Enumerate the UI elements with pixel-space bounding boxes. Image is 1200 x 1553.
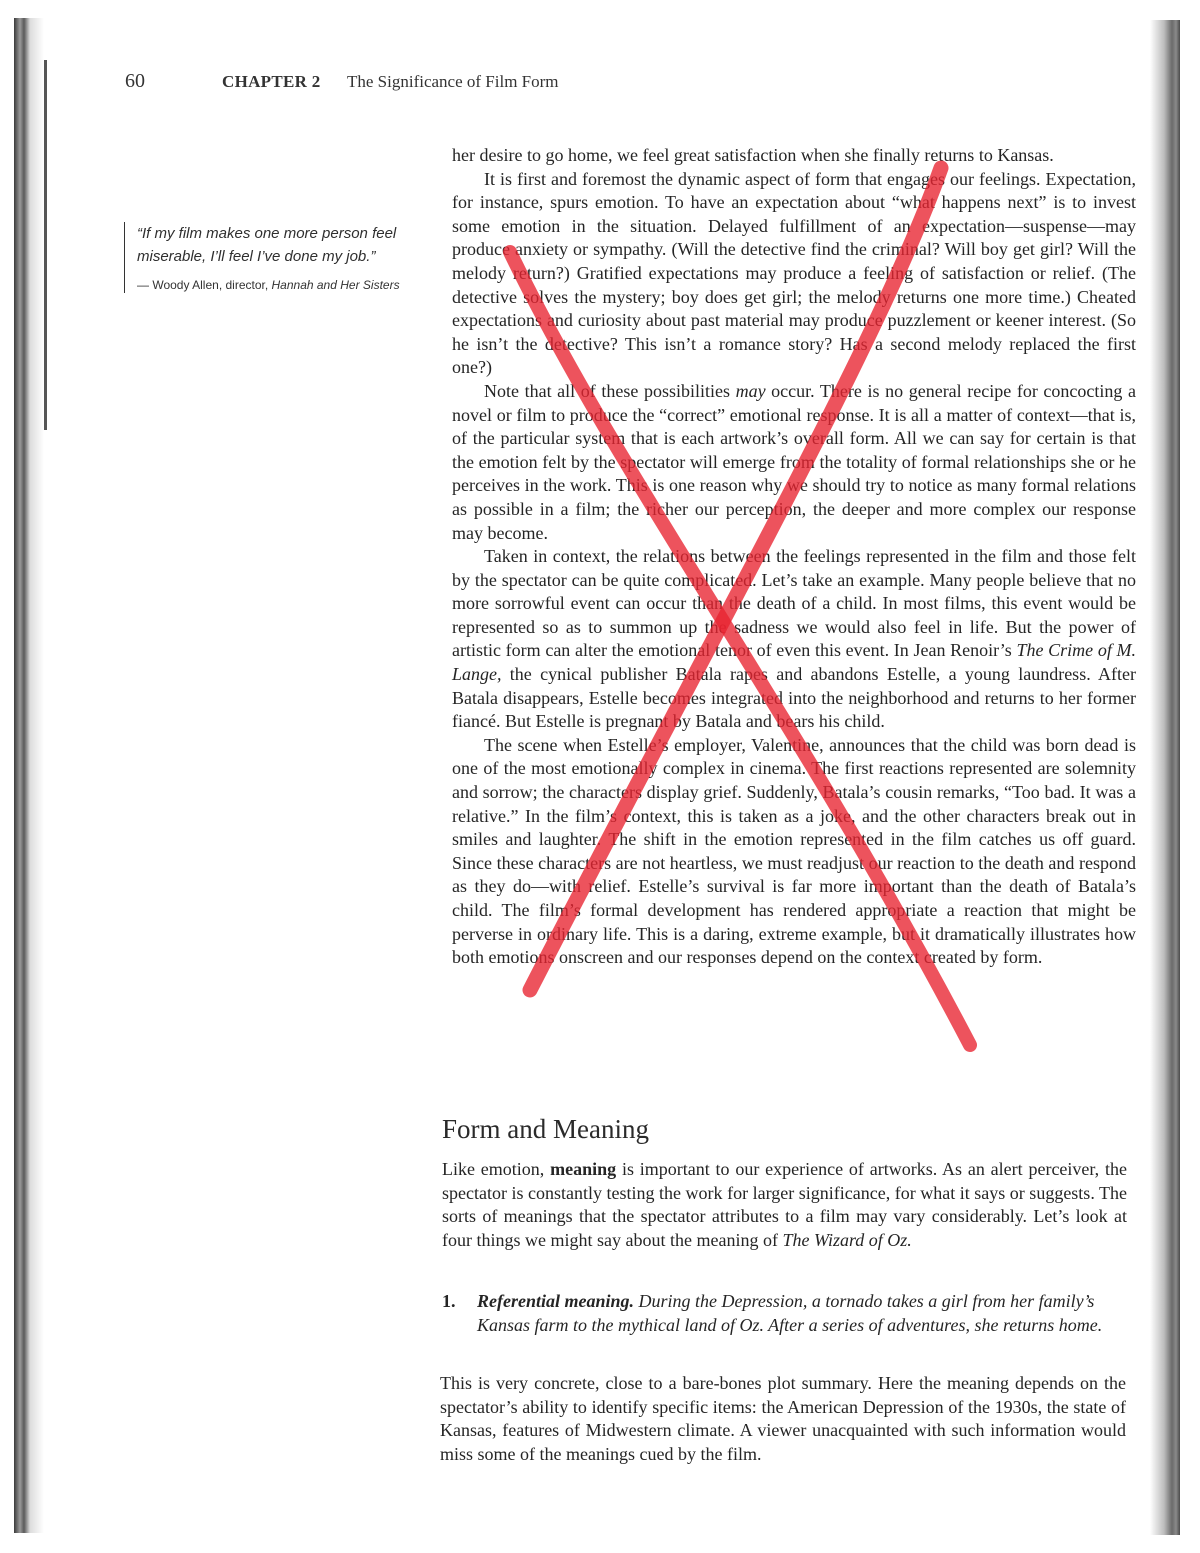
chapter-title: The Significance of Film Form [347, 72, 559, 91]
chapter-label: CHAPTER 2 [222, 72, 321, 91]
p3-part-b: occur. There is no general recipe for concocting a novel or film to produce the “correct” emotional response. It is all a matter of context—that is, of the particular system that is each artwork’s overall form. All we can say for certain is that the emotion felt by the spectator will emerge from the totality of formal relationships she or he perceives in the work. This is one reason why we should try to notice as many formal relations as possible in a film; the richer our perception, the deeper and more complex our response may become. [452, 380, 1136, 543]
sp1-part-b: is important to our experience of artworks. As an alert perceiver, the spectator is constantly testing the work for larger significance, for what it says or suggests. The sorts of meanings that the spectator attributes to a film may vary considerably. Let’s look at four things we might say about the meaning of [442, 1159, 1127, 1250]
paragraph-5: The scene when Estelle’s employer, Valentine, announces that the child was born dead is one of the most emotionally complex in cinema. The first reactions represented are solemnity and sorrow; the characters display grief. Suddenly, Batala’s cousin remarks, “Too bad. It was a relative.” In the film’s context, this is taken as a joke, and the other characters break out in smiles and laughter. The shift in the emotion represented in the film catches us off guard. Since these characters are not heartless, we must readjust our reaction to the death and respond as they do—with relief. Estelle’s survival is far more important than the death of Batala’s child. The film’s formal development has rendered appropriate a reaction that might be perverse in ordinary life. This is a daring, extreme example, but it dramatically illustrates how both emotions onscreen and our responses depend on the context created by form. [452, 734, 1136, 968]
page-number: 60 [125, 70, 145, 92]
quote-text: “If my film makes one more person feel miserable, I’ll feel I’ve done my job.” [137, 225, 397, 265]
body-text [452, 144, 1136, 970]
paragraph-4 [452, 545, 1136, 734]
paragraph-3 [452, 380, 1136, 545]
left-binding-shadow [14, 18, 44, 1533]
sp1-film-title: The Wizard of Oz. [782, 1229, 912, 1250]
right-binding-shadow [1150, 20, 1180, 1535]
quote-attribution [137, 278, 419, 293]
section-paragraph-1 [442, 1158, 1127, 1252]
section-paragraph-2: This is very concrete, close to a bare-bones plot summary. Here the meaning depends on the spectator’s ability to identify specific items: the American Depression of the 1930s, the state of Kansas, features of Midwestern climate. A viewer unacquainted with such information would miss some of the meanings cued by the film. [440, 1373, 1126, 1464]
p4-film-title: The Crime of M. Lange, [452, 640, 1136, 685]
section-intro [442, 1158, 1127, 1252]
p3-part-a: Note that all of these possibilities [484, 380, 736, 401]
sp1-part-a: Like emotion, [442, 1159, 551, 1179]
closing-text [440, 1372, 1126, 1466]
section-heading: Form and Meaning [442, 1114, 649, 1144]
paragraph-1: her desire to go home, we feel great satisfaction when she finally returns to Kansas. [452, 145, 1054, 165]
item-label: Referential meaning. [477, 1291, 634, 1311]
numbered-item-1 [442, 1290, 1127, 1337]
p4-part-b: the cynical publisher Batala rapes and abandons Estelle, a young laundress. After Batala disappears, Estelle becomes integrated into the neighborhood and returns to her former fiancé. But Estelle is pregnant by Batala and bears his child. [452, 664, 1136, 732]
sidebar-quote [124, 222, 419, 293]
paragraph-2: It is first and foremost the dynamic aspect of form that engages our feelings. Expectation, for instance, spurs emotion. To have an expectation about “what happens next” is to invest some emotion in the situation. Delayed fulfillment of an expectation—suspense—may produce anxiety or sympathy. (Will the detective find the criminal? Will boy get girl? Will the melody return?) Gratified expectations may produce a feeling of satisfaction or relief. (The detective solves the mystery; boy does get girl; the melody returns one more time.) Cheated expectations and curiosity about past material may produce puzzlement or keener interest. (So he isn’t the detective? This isn’t a romance story? Has a second melody replaced the first one?) [452, 168, 1136, 378]
left-binding-line [44, 60, 47, 430]
p4-part-a: Taken in context, the relations between the feelings represented in the film and those felt by the spectator can be quite complicated. Let’s take an example. Many people believe that no more sorrowful event can occur than the death of a child. In most films, this event would be represented so as to summon up the sadness we would also feel in life. But the power of artistic form can alter the emotional tenor of even this event. In Jean Renoir’s [452, 546, 1136, 661]
attribution-prefix: — Woody Allen, director, [137, 278, 272, 292]
item-content [477, 1290, 1127, 1337]
attribution-work: Hannah and Her Sisters [271, 278, 400, 292]
p3-emphasis: may [735, 380, 766, 401]
running-head [125, 70, 559, 93]
item-number: 1. [442, 1291, 456, 1311]
item-text: During the Depression, a tornado takes a girl from her family’s Kansas farm to the mythical land of Oz. After a series of adventures, she returns home. [477, 1291, 1103, 1335]
sp1-bold-term: meaning [550, 1159, 617, 1179]
